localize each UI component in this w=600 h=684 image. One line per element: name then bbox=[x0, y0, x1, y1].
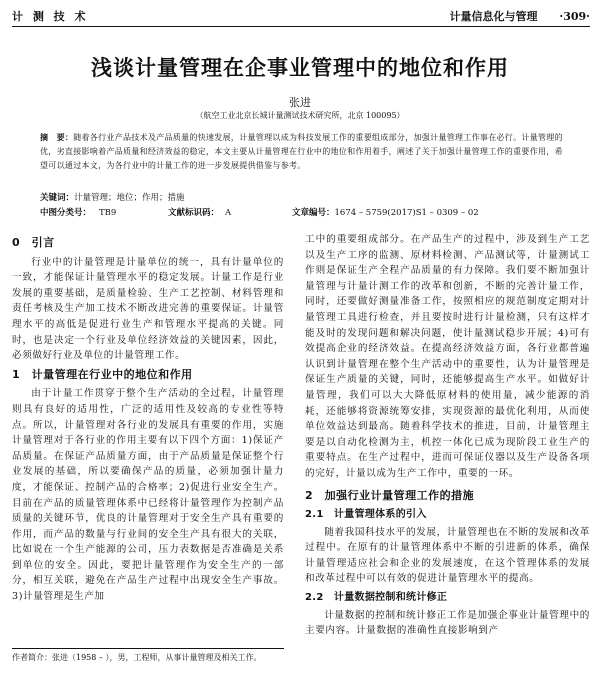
running-header bbox=[12, 8, 590, 24]
heading-section-2-2: 2.2 计量数据控制和统计修正 bbox=[305, 592, 448, 604]
article-number bbox=[292, 206, 479, 218]
paragraph-introduction: 行业中的计量管理是计量单位的统一，具有计量单位的一致，才能保证计量管理水平的稳定发展。计量工作是行业发展的重要基础，是质量检验、生产工艺控制、材料管理和责任考核及生产加工技术不断改进完善的重要保证。计量管理水平的高低是促进行业生产和管理水平提高的关键。同时，也是决定一个行业及单位经济效益的关键因素，因此，必须做好行业及单位的计量管理工作。 bbox=[12, 256, 284, 362]
heading-section-2: 2 加强行业计量管理工作的措施 bbox=[305, 488, 475, 502]
keywords-label: 关键词： bbox=[40, 193, 75, 203]
abstract bbox=[40, 131, 570, 173]
journal-name: 计 测 技 术 bbox=[12, 10, 89, 23]
doc-code-label: 文献标识码： bbox=[168, 208, 220, 218]
keywords-text: 计量管理；地位；作用；措施 bbox=[74, 193, 185, 203]
clc bbox=[40, 206, 116, 218]
right-column bbox=[305, 232, 590, 639]
clc-value: TB9 bbox=[99, 208, 117, 218]
clc-label: 中图分类号： bbox=[40, 208, 92, 218]
affiliation: （航空工业北京长城计量测试技术研究所，北京 100095） bbox=[195, 111, 405, 120]
heading-section-2-1: 2.1 计量管理体系的引入 bbox=[305, 509, 427, 521]
article-number-value: 1674 – 5759(2017)S1 – 0309 – 02 bbox=[334, 208, 479, 218]
author-footnote: 作者简介：张进（1958 – ），男，工程师，从事计量管理及相关工作。 bbox=[12, 648, 284, 664]
paragraph-section-1: 由于计量工作贯穿于整个生产活动的全过程，计量管理则具有良好的适用性，广泛的适用性及较高的专业性等特点。所以，计量管理对各行业的发展具有重要的作用，实施计量管理对于各行业的作用主要有以下四个方面：1)保证产品质量。在保证产品质量方面，由于产品质量是保证整个行业发展的基础，所以要确保产品的质量，必须加强计量力度，才能保证、控制产品的合格率；2)促进行业安全生产。目前在产品的质量管理体系中已经将计量管理作为控制产品质量的关键环节，优良的计量管理对于安全生产具有重要的作用，而产品的数量与行业间的安全生产具有很大的关联，比如说在一个生产能源的公司，压力表数据是否准确是关系到单位的安全。因此，要把计量管理作为安全生产的一部分，相互关联，避免在产品生产过程中出现安全生产事故。3)计量管理是生产加 bbox=[12, 388, 284, 603]
header-rule bbox=[12, 26, 590, 27]
author: 张进 bbox=[289, 96, 311, 109]
article-title: 浅谈计量管理在企事业管理中的地位和作用 bbox=[91, 56, 509, 80]
left-column bbox=[12, 232, 284, 605]
heading-section-1: 1 计量管理在行业中的地位和作用 bbox=[12, 367, 193, 381]
header-right bbox=[432, 8, 590, 24]
paragraph-section-2-1: 随着我国科技水平的发展，计量管理也在不断的发展和改革过程中。在原有的计量管理体系中不断的引进新的体系，确保计量管理适应社会和企业的发展速度，在这个管理体系的发展和改革过程中可以有效的促进计量管理水平的提高。 bbox=[305, 526, 590, 585]
paragraph-section-2-2: 计量数据的控制和统计修正工作是加强企事业计量管理中的主要内容。计量数据的准确性直接影响到产 bbox=[305, 609, 590, 637]
paragraph-section-1-cont: 工中的重要组成部分。在产品生产的过程中，涉及到生产工艺以及生产工序的监测、原材料检测、产品测试等，计量测试工作则是保证生产全程产品质量的有力保障。我们要不断加强计量管理与计量计测工作的改革和创新，不断的完善计量工作，同时，还要做好测量准备工作，按照相应的规范制度定期对计量管理工具进行检查，并且要按时进行计量检测，只有这样才能及时的发现问题和解决问题，使计量测试稳步开展；4)可有效提高企业的经济效益。在提高经济效益方面，各行业都普遍认识到计量管理在整个生产活动中的重要性，认为计量管理是保证生产质量的关键，同时，还能够提高生产水平。如做好计量管理，我们可以大大降低原材料的使用量，减少能源的消耗，还能够将资源统筹安排，实现资源的最优化利用，从而使单位效益达到最高。随着科学技术的推进，目前，计量管理主要是以自动化检测为主，机控一体化已成为现阶段工业生产的重要特点。在生产过程中，进而可保证仪器以及生产设备各项的完好，计量以成为生产工作中，重要的一环。 bbox=[305, 234, 590, 479]
doc-code bbox=[168, 206, 231, 218]
keywords bbox=[40, 191, 185, 203]
abstract-label: 摘 要： bbox=[40, 133, 74, 142]
article-number-label: 文章编号： bbox=[292, 208, 335, 218]
doc-code-value: A bbox=[225, 208, 232, 218]
heading-introduction: 0 引言 bbox=[12, 236, 55, 249]
section-name: 计量信息化与管理 bbox=[449, 10, 538, 23]
page-number: ·309· bbox=[559, 10, 590, 23]
abstract-text: 随着各行业产品技术及产品质量的快速发展，计量管理以成为科技发展工作的重要组成部分，加强计量管理工作事在必行。计量管理的优，劣直接影响着产品质量和经济效益的稳定，本文主要从计量管理在行业中的地位和作用着手，阐述了关于加强计量管理工作的重要作用，希望可以通过本文，为各行业中的计量工作的进一步发展提供借鉴与参考。 bbox=[40, 133, 563, 170]
